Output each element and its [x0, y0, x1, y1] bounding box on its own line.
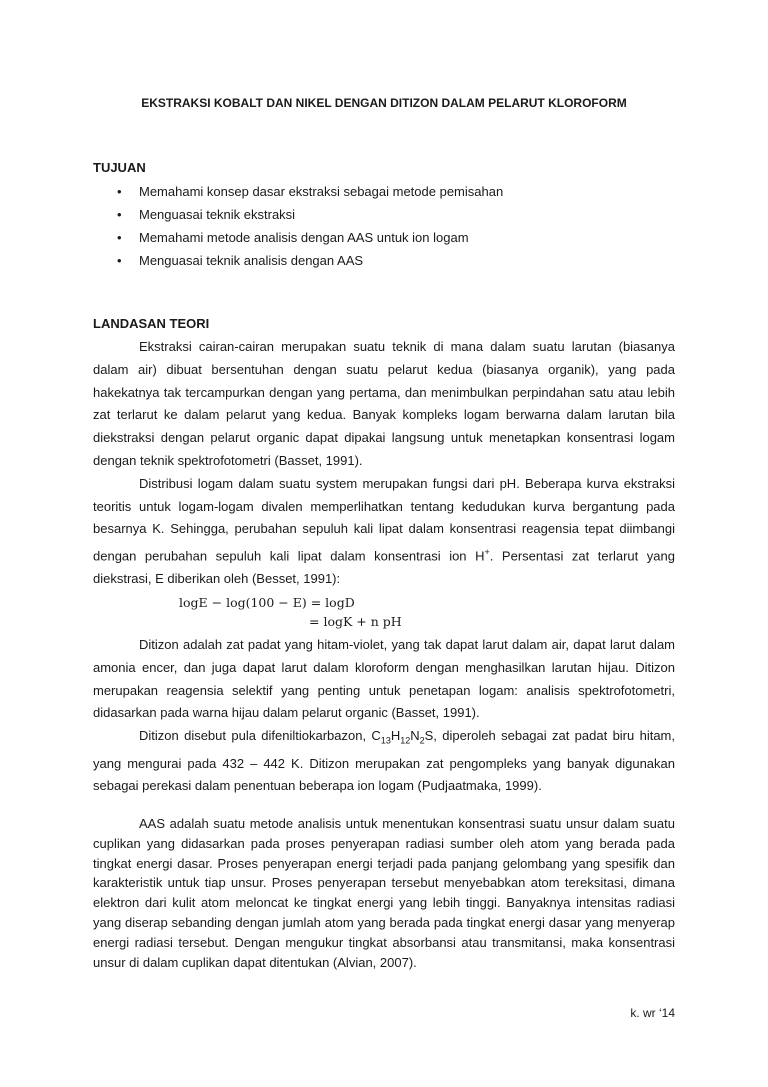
list-item: [93, 249, 503, 272]
subscript: 2: [419, 735, 425, 746]
bullet-icon: •: [117, 230, 122, 245]
equation-line-1: logE − log(100 − E) = logD: [179, 595, 355, 610]
theory-body-3: [93, 814, 675, 972]
paragraph-difeniltiokarbazon: [93, 725, 675, 798]
objective-text: Memahami konsep dasar ekstraksi sebagai metode pemisahan: [139, 184, 504, 199]
list-item: [93, 180, 503, 203]
bullet-icon: •: [117, 184, 122, 199]
page-footer: k. wr ‘14: [630, 1006, 675, 1020]
paragraph-text: S, diperoleh sebagai zat padat biru hitam, yang mengurai pada 432 – 442 K. Ditizon merupakan zat pengompleks yang banyak digunakan sebagai perekasi dalam penentuan beberapa ion logam (Pudjaatmaka, 1999).: [93, 728, 675, 794]
paragraph-text: Ditizon disebut pula difeniltiokarbazon, C: [139, 728, 381, 744]
superscript-plus: +: [484, 547, 490, 558]
paragraph-text: N: [410, 728, 420, 744]
paragraph-text: Distribusi logam dalam suatu system merupakan fungsi dari pH. Beberapa kurva ekstraksi teoritis untuk logam-logam divalen memperlihatkan tentang kedudukan kurva bergantung pada besarnya K. Sehingga, perubahan sepuluh kali lipat dalam konsentrasi reagensia tepat diimbangi dengan perubahan sepuluh kali lipat dalam konsentrasi ion H: [93, 475, 675, 564]
objective-text: Memahami metode analisis dengan AAS untuk ion logam: [139, 230, 469, 245]
paragraph-aas: AAS adalah suatu metode analisis untuk menentukan konsentrasi suatu unsur dalam suatu cuplikan yang didasarkan pada proses penyerapan radiasi sumber oleh atom yang berada pada tingkat energi dasar. Proses penyerapan energi terjadi pada panjang gelombang yang spesifik dan karakteristik untuk tiap unsur. Proses penyerapan tersebut menyebabkan atom tereksitasi, dimana elektron dari kulit atom meloncat ke tingkat energi yang lebih tinggi. Banyaknya intensitas radiasi yang diserap sebanding dengan jumlah atom yang berada pada tingkat energi dasar yang menyerap energi radiasi tersebut. Dengan mengukur tingkat absorbansi atau transmitansi, maka konsentrasi unsur di dalam cuplikan dapat ditentukan (Alvian, 2007).: [93, 816, 675, 970]
objectives-list: [93, 180, 503, 272]
theory-body-2: [93, 634, 675, 798]
list-item: [93, 203, 503, 226]
theory-body-1: [93, 336, 675, 591]
paragraph-distribution: [93, 473, 675, 591]
paragraph-text: H: [390, 728, 401, 744]
subscript: 13: [380, 735, 391, 746]
paragraph-extraction: Ekstraksi cairan-cairan merupakan suatu teknik di mana dalam suatu larutan (biasanya dalam air) dibuat bersentuhan dengan suatu pelarut kedua (biasanya organik), yang pada hakekatnya tak tercampurkan dengan yang pertama, dan menimbulkan perpindahan satu atau lebih zat terlarut ke dalam pelarut yang kedua. Banyak kompleks logam berwarna dalam larutan bila diekstraksi dengan pelarut organic dapat dipakai langsung untuk menetapkan konsentrasi logam dengan teknik spektrofotometri (Basset, 1991).: [93, 339, 675, 468]
bullet-icon: •: [117, 253, 122, 268]
subscript: 12: [400, 735, 411, 746]
section-heading-tujuan: TUJUAN: [93, 160, 146, 175]
equation: [179, 593, 439, 631]
document-title: EKSTRAKSI KOBALT DAN NIKEL DENGAN DITIZON DALAM PELARUT KLOROFORM: [141, 96, 627, 110]
equation-line-2: = logK + n pH: [309, 614, 402, 629]
section-heading-landasan-teori: LANDASAN TEORI: [93, 316, 210, 331]
objective-text: Menguasai teknik ekstraksi: [139, 207, 296, 222]
paragraph-ditizon: Ditizon adalah zat padat yang hitam-violet, yang tak dapat larut dalam air, dapat larut dalam amonia encer, dan juga dapat larut dalam kloroform dengan menghasilkan larutan hijau. Ditizon merupakan reagensia selektif yang penting untuk penetapan logam: analisis spektrofotometri, didasarkan pada warna hijau dalam pelarut organic (Basset, 1991).: [93, 637, 675, 721]
objective-text: Menguasai teknik analisis dengan AAS: [139, 253, 364, 268]
bullet-icon: •: [117, 207, 122, 222]
paragraph-text: . Persentasi zat terlarut yang diekstrasi, E diberikan oleh (Besset, 1991):: [93, 548, 675, 587]
list-item: [93, 226, 503, 249]
